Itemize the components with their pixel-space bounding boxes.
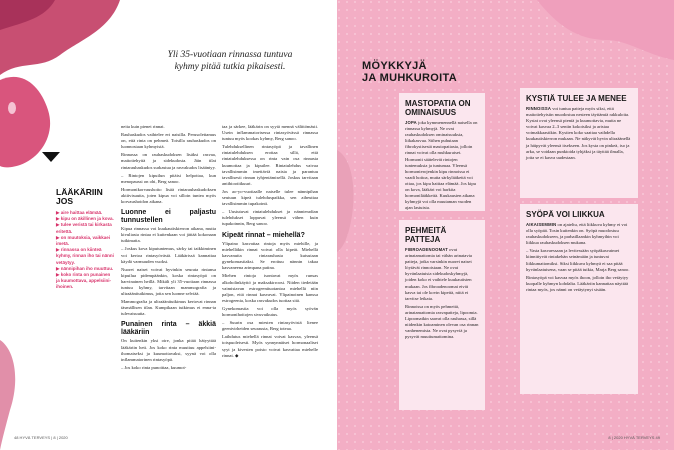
box-paragraph: Rintasyöpä voi kasvaa myös ihoon, jolloin iho vetäytyy kuopalle kyhmyn kohdalta. Lääkäriin kannattaa näyttää rintaa myös, jos nänni on vetäytynyt sisään. <box>526 274 629 292</box>
paragraph: Nuoret naiset voivat hyvinkin seurata rintansa kipuilua pidempäänkin, koska rintasyöpä on harvinainen heillä. Mikäli yli 35-vuotiaan rinnassa tuntuu kyhmy, tarvitaan mammografia ja ultraäänitutkimus, jotta sen luonne selviää. <box>121 266 216 297</box>
box-title: SYÖPÄ VOI LIIKKUA <box>526 210 605 219</box>
section-title <box>362 60 457 84</box>
paragraph: Kipua rinnassa voi kuukautiskierron aikana, mutta kivuliasta rintaa ei kuitenkaan voi jättää kokonaan tutkimatta. <box>121 226 216 244</box>
paragraph: Rinnassa on rauhaskudoksen lisäksi rasvaa, maitotiehyitä ja sidekudosta. Jäin tilat rintarauhaskudos surkastua ja rasvakudos lisääntyy. <box>121 152 216 170</box>
box-paragraph: joka kymmenennellä naisella on rinnassa kyhmyjä. Ne ovat rauhaskudoksen ominaisuuksia, liikakasvua. Siihen puhutaan fibrokystisestä mastopatiasta, jolloin rinnat voivat olla muhkuraiset. Hormonit säätelevät rintojen tuntemuksia ja tuntumaa. Yleensä hormonierojenkin kipu rinnoissa ei vaadi hoitoa, mutta särkylääkettä voi ottaa, jos kipu haittaa elämää. Jos kipu on kova, lääkäri voi harkita hormonilääkkeitä. Kuukausien aikana kyhmyjä voi olla muutaman vuoden ajan lastuista. <box>405 120 478 211</box>
box-paragraph: ovat arinatamattomia tai vähän arinatavia patteja, jotka varsinkin nuoret naiset löytävät rinnoistaan. Ne ovat hyvänlaatuisia sidekudoskyhmyjä, joiden koko ei vaihtele kuukautisten mukaan. Jos fibroadenoomat eivät kasva tai ole kovin kipeitä, niitä ei tarvitse leikata. <box>405 247 472 301</box>
box-paragraph: voi tuntua patteja myös siksi, että maitotiehyisiin muodostuu nesteen täyttämiä rakkuloita. Kystat ovat yleensä pieniä ja kuumottavia, mutta ne voivat kasvaa 2–3 sentin kokoisiksi ja aristaa voimakkaastikin. Kystien koko saattaa vaihdella kuukautiskierron mukaan. Ne näkyvät hyvin ultraäänellä ja häipyvät yleensä itsekseen. Jos kysta on pinkeä, iso ja arka, se voidaan punktoida tyhjäksi ja täyttää ilmalla, jotta se ei kasva uudestaan. <box>526 106 631 160</box>
box-text <box>405 247 479 302</box>
symptom-item: ▶ tulee veristä tai kirkasta eritettä. <box>56 222 112 234</box>
box-text <box>526 222 632 246</box>
subheading: Kipeät rinnat – miehellä? <box>222 231 305 239</box>
kystia-box <box>520 88 638 198</box>
paragraph: Rauhaskudos vaihtelee eri naisilla. Perusolettamus on, että rinta on pehmeä. Toisilla rauhaskudos on luonnostaan kyhmyistä. <box>121 132 216 150</box>
paragraph: Tulehduksellinen rintasyöpä ja tavallinen rintatulehduksen erottaa sillä, että rintatulehduksessa on rinta vain osa rinnasta kuumottaa ja kipuilee. Rintatulehdus vaivaa tavallisimmin imettäviä naisia ja parantuu tavallisesti rinnan tyhjentämisellä. Joskus tarvitaan antibiootitkuuri. <box>222 144 318 186</box>
paragraph: – Joskus kova kiputuntemus, särky tai taikkiminen voi kertoa rintasyövästä. Lääkärissä kannattaa käydä varmuuden vuoksi. <box>121 246 216 264</box>
paragraph: Miehen rintoja isontavat myös runsas alkoholinkäyttö ja maksakirroosi. Niiden tiedetään vaimistavan estrogeenituotantoa miehellä niin paljon, että rinnat kasvavat. Ylipainoinen kanssa estrogeenia, koska rasvakudos tuottaa sitä. <box>222 273 318 303</box>
paragraph: taa ja särkee, lääkärin on syytä mennä välittömästi. Usein inflammatorisessa rintasyövässä rinnassa tuntuu myös kookas kyhmy, Berg sanoo. <box>222 124 318 142</box>
paragraph: Mammografia ja ultraäänitutkimus kertovat rinnan täsmällisen tilan. Kumpikaan tutkimus ei enna-ta tulevaisuutta. <box>121 299 216 317</box>
pink-dot <box>8 102 16 114</box>
paragraph: – Jos koko rinta punoittaa, kuumot- <box>121 364 187 370</box>
pehmeita-box <box>399 220 485 410</box>
syopa-box <box>520 204 638 394</box>
box-paragraph: Rinnoissa on myös pehmeitä, arinatamattomia rasvapatteja, lipoomia. Lipoomatkin saavat olla rauhassa, sillä niidenkin katoaminen olevan osa rinnan vanhenemista. Ne ovat pysyviä ja pysyvät muuttumattomina. <box>405 303 479 340</box>
symptoms-sidebar <box>42 152 114 291</box>
paragraph: neita kuin pienet rinnat. <box>121 124 165 129</box>
paragraph: Laihdutus miehellä rinnat voivat kasvaa, yleensä toispuoleisesti. Myös synnynnäiset hormonaaliset syyt ja kivesten poisto voivat kasvattaa miehelle rinnat. ◆ <box>222 334 318 358</box>
symptom-item: ▶ nännipihan iho muuttuu. <box>56 265 114 271</box>
section-title-line: JA MUHKUROITA <box>362 72 457 84</box>
box-title-line: OMINAISUUS <box>405 108 457 117</box>
paragraph: On kuitenkin yksi oire, jonka pitää hätyyttää lääkäriin heti. Jos koko rinta muuttuu appelsiini-ihomaiseksi ja kuumottavaksi, syynä voi olla inflammatorinen rintasyöpä. <box>121 338 216 362</box>
lead-word: FIBROADENOOMAT <box>405 247 448 252</box>
symptom-item: ▶ rinnassa on kiinteä kyhmy, rinnan iho tai nänni vetäytyy. <box>56 247 114 265</box>
article-column-2 <box>222 124 318 361</box>
box-title-line: PATTEJA <box>405 235 441 244</box>
paragraph: – Suurin osa miesten rintasyövistä lienee geenivirheiden seurausta, Berg toteaa. <box>222 320 318 332</box>
symptom-item: ▶ koko rinta on punainen ja kuumottava, appelsiini-ihoinen. <box>56 272 112 290</box>
symptom-list <box>56 210 114 291</box>
symptom-item: ▶ kipu on äkillinen ja kova. <box>56 216 114 222</box>
box-text <box>405 120 479 211</box>
sidebar-title: LÄÄKÄRIIN JOS <box>56 187 103 206</box>
lead-word: AIKAISEMMIN <box>526 222 557 227</box>
article-column-1 <box>121 124 216 373</box>
paragraph: Ylipaino kasvattaa rintoja myös miehille, ja miehelläkin rinnat voivat olla kipeät. Miehellä kasvanutta rintarauhasta kutsutaan gynekomastiaksi. Se erottuu nännin takaa kasvaneena arimpana patina. <box>222 241 318 271</box>
paragraph: Gynekomastia voi olla myös syövän hormonihoitojen sivuvaikutus. <box>222 305 318 318</box>
paragraph: Hormonikorvaushoito lisää rintarauhaskudoksen aktiivisuutta, joten kipua voi silloin tuntea myös korvaushoidon aikana. <box>121 186 216 205</box>
paragraph: – Uusiutuvat rintatulehdukset ja nännieradian tulehdukset loppuvat yleensä vähen kuin tupakoinnin, Berg sanoo. <box>222 209 318 227</box>
box-text <box>526 106 632 161</box>
box-title: KYSTIÄ TULEE JA MENEE <box>526 94 627 103</box>
left-page-footer: 48 HYVÄ TERVEYS | 8 | 2020 <box>14 435 68 440</box>
symptom-item: ▶ aire haittaa elämää. <box>56 210 103 215</box>
paragraph: – Rintojen kipuilun pitäisi helpottaa, kun menopaussi on ohi, Berg sanoo. <box>121 172 216 184</box>
section-title-line: MÖYKKYJÄ <box>362 60 427 72</box>
box-title <box>405 226 479 244</box>
subheading: Punainen rinta – äkkiä lääkäriin <box>121 321 216 336</box>
right-page-footer: 8 | 2020 HYVÄ TERVEYS 49 <box>608 435 660 440</box>
lead-quote: Yli 35-vuotiaan rinnassa tuntuva kyhmy pitää tutkia pikaisesti. <box>167 50 293 72</box>
box-paragraph: – Vasta kasvaessaan ja levitessään syöpäkasvaimet kiinnittyvät rintakehän seinämään ja tuntuvat liikkumattomiksi. Siksi liikkuva kyhmyä ei saa pitää hyvänlaatuisena, vaan se pitää tutkia, Marja Berg sanoo. <box>526 248 630 272</box>
down-arrow-icon <box>42 152 60 162</box>
bottom-left-blob <box>0 340 15 450</box>
box-paragraph: on ajateltu, että liikkuva kyhmy ei voi olla syöpää. Tosin kuitenkin on. Syöpä muodostuu rauhaskudokseen, ja parhaillaankin kyhmyihin voi liikkua rauhaskudoksen mukana. <box>526 222 628 246</box>
subheading: Luonne ei paljastu tunnustellen <box>121 209 216 224</box>
box-title-line: MASTOPATIA ON <box>405 99 471 108</box>
box-title <box>405 99 479 117</box>
paragraph: Jos ao-yo-vuotiaalle naiselle tulee nännipihan seutuun kipeä tulehduspaikka, sen aiheuttaa tavallisimmin tupakointi. <box>222 188 318 207</box>
symptom-item: ▶ on muutoksia, vaikkaei imetä. <box>56 234 110 247</box>
box-title-line: PEHMEITÄ <box>405 226 447 235</box>
lead-word: RINNOISSA <box>526 106 552 111</box>
mastopatia-box <box>399 93 485 211</box>
lead-word: JOPA <box>405 120 417 125</box>
